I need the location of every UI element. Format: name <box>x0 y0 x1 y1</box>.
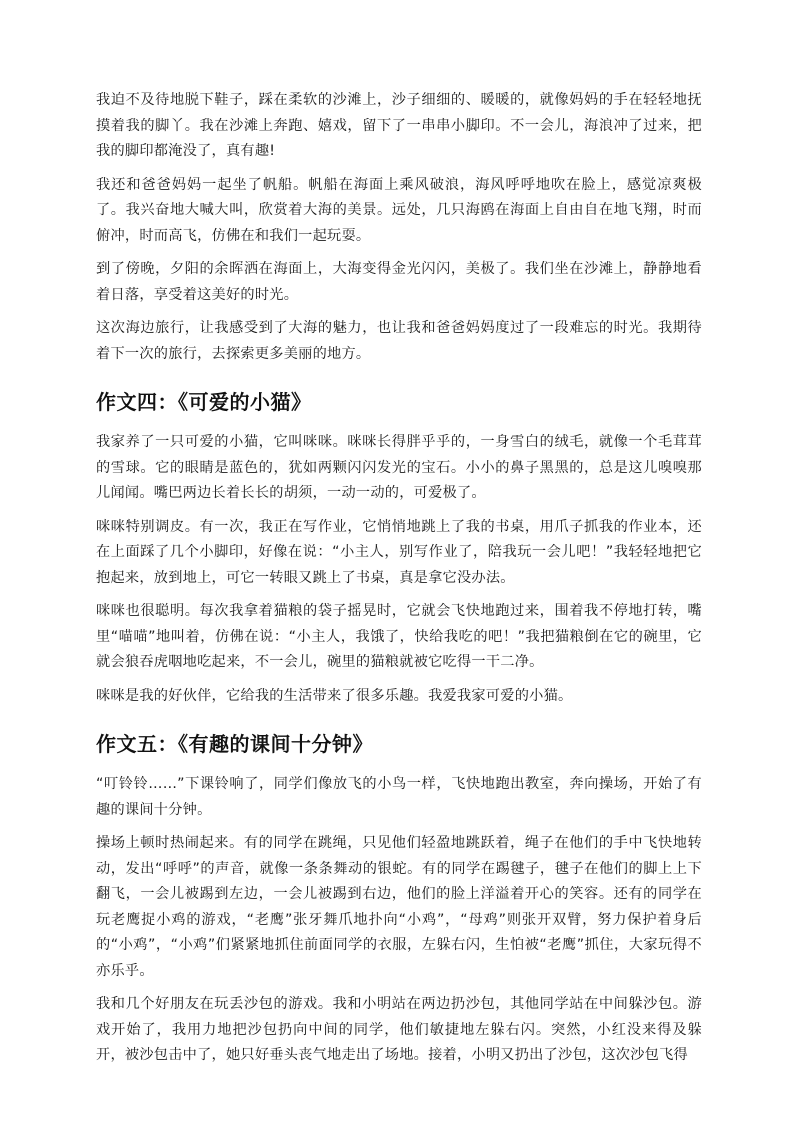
paragraph: 咪咪也很聪明。每次我拿着猫粮的袋子摇晃时，它就会飞快地跑过来，围着我不停地打转，嘴里“喵喵”地叫着，仿佛在说：“小主人，我饿了，快给我吃的吧！”我把猫粮倒在它的碗里，它就会狼吞虎咽地吃起来，不一会儿，碗里的猫粮就被它吃得一干二净。 <box>96 603 702 670</box>
paragraph: 咪咪特别调皮。有一次，我正在写作业，它悄悄地跳上了我的书桌，用爪子抓我的作业本，还在上面踩了几个小脚印，好像在说：“小主人，别写作业了，陪我玩一会儿吧！”我轻轻地把它抱起来，放到地上，可它一转眼又跳上了书桌，真是拿它没办法。 <box>96 518 702 586</box>
essay-five-section <box>96 729 702 1069</box>
paragraph: 操场上顿时热闹起来。有的同学在跳绳，只见他们轻盈地跳跃着，绳子在他们的手中飞快地转动，发出“呼呼”的声音，就像一条条舞动的银蛇。有的同学在踢毽子，毽子在他们的脚上上下翻飞，一会儿被踢到左边，一会儿被踢到右边，他们的脸上洋溢着开心的笑容。还有的同学在玩老鹰捉小鸡的游戏，“老鹰”张牙舞爪地扑向“小鸡”，“母鸡”则张开双臂，努力保护着身后的“小鸡”，“小鸡”们紧紧地抓住前面同学的衣服，左躲右闪，生怕被“老鹰”抓住，大家玩得不亦乐乎。 <box>96 835 702 979</box>
paragraph: 咪咪是我的好伙伴，它给我的生活带来了很多乐趣。我爱我家可爱的小猫。 <box>96 687 573 704</box>
document-page <box>96 88 702 1077</box>
essay-four-heading: 作文四：《可爱的小猫》 <box>96 390 312 414</box>
paragraph: 我家养了一只可爱的小猫，它叫咪咪。咪咪长得胖乎乎的，一身雪白的绒毛，就像一个毛茸茸的雪球。它的眼睛是蓝色的，犹如两颗闪闪发光的宝石。小小的鼻子黑黑的，总是这儿嗅嗅那儿闻闻。嘴巴两边长着长长的胡须，一动一动的，可爱极了。 <box>96 434 702 501</box>
essay-five-heading: 作文五：《有趣的课间十分钟》 <box>96 732 373 756</box>
essay-four-section <box>96 387 702 709</box>
paragraph: “叮铃铃……”下课铃响了，同学们像放飞的小鸟一样，飞快地跑出教室，奔向操场，开始了有趣的课间十分钟。 <box>96 776 702 818</box>
essay-three-continued <box>96 88 702 367</box>
paragraph: 我和几个好朋友在玩丢沙包的游戏。我和小明站在两边扔沙包，其他同学站在中间躲沙包。游戏开始了，我用力地把沙包扔向中间的同学，他们敏捷地左躲右闪。突然，小红没来得及躲开，被沙包击中了，她只好垂头丧气地走出了场地。接着，小明又扔出了沙包，这次沙包飞得 <box>96 996 702 1063</box>
paragraph: 到了傍晚，夕阳的余晖洒在海面上，大海变得金光闪闪，美极了。我们坐在沙滩上，静静地看着日落，享受着这美好的时光。 <box>96 261 702 303</box>
paragraph: 这次海边旅行，让我感受到了大海的魅力，也让我和爸爸妈妈度过了一段难忘的时光。我期待着下一次的旅行，去探索更多美丽的地方。 <box>96 320 702 362</box>
paragraph: 我还和爸爸妈妈一起坐了帆船。帆船在海面上乘风破浪，海风呼呼地吹在脸上，感觉凉爽极了。我兴奋地大喊大叫，欣赏着大海的美景。远处，几只海鸥在海面上自由自在地飞翔，时而俯冲，时而高飞，仿佛在和我们一起玩耍。 <box>96 176 702 244</box>
paragraph: 我迫不及待地脱下鞋子，踩在柔软的沙滩上，沙子细细的、暖暖的，就像妈妈的手在轻轻地抚摸着我的脚丫。我在沙滩上奔跑、嬉戏，留下了一串串小脚印。不一会儿，海浪冲了过来，把我的脚印都淹没了，真有趣! <box>96 92 702 159</box>
